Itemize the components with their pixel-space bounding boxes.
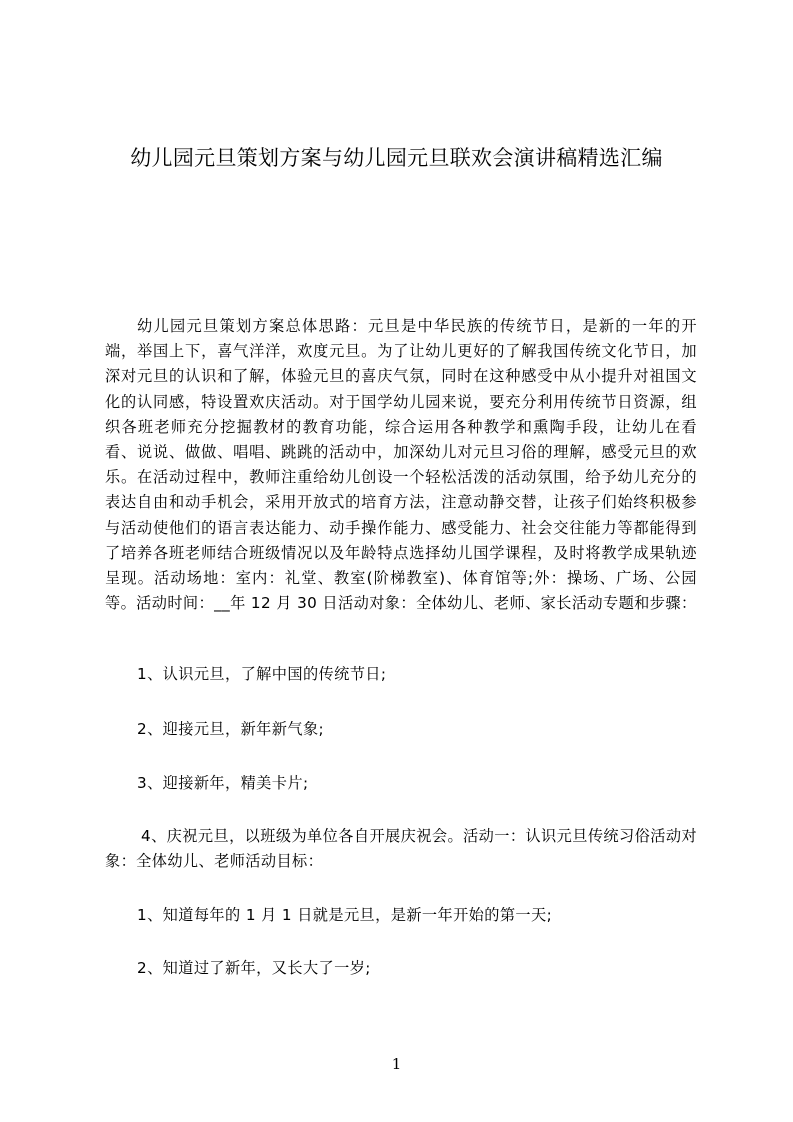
list-item: 2、知道过了新年，又长大了一岁; bbox=[137, 959, 371, 977]
list-item: 2、迎接元旦，新年新气象; bbox=[137, 720, 325, 738]
document-title: 幼儿园元旦策划方案与幼儿园元旦联欢会演讲稿精选汇编 bbox=[130, 146, 663, 170]
list-item: 3、迎接新年，精美卡片; bbox=[137, 774, 309, 792]
intro-paragraph: 幼儿园元旦策划方案总体思路：元旦是中华民族的传统节日，是新的一年的开端，举国上下，喜气洋洋，欢度元旦。为了让幼儿更好的了解我国传统文化节日，加深对元旦的认识和了解，体验元旦的喜庆气氛，同时在这种感受中从小提升对祖国文化的认同感，特设置欢庆活动。对于国学幼儿园来说，要充分利用传统节日资源，组织各班老师充分挖掘教材的教育功能，综合运用各种教学和熏陶手段，让幼儿在看看、说说、做做、唱唱、跳跳的活动中，加深幼儿对元旦习俗的理解，感受元旦的欢乐。在活动过程中，教师注重给幼儿创设一个轻松活泼的活动氛围，给予幼儿充分的表达自由和动手机会，采用开放式的培育方法，注意动静交替，让孩子们始终积极参与活动使他们的语言表达能力、动手操作能力、感受能力、社会交往能力等都能得到了培养各班老师结合班级情况以及年龄特点选择幼儿国学课程，及时将教学成果轨迹呈现。活动场地：室内：礼堂、教室(阶梯教室)、体育馆等;外：操场、广场、公园等。活动时间：__年 12 月 30 日活动对象：全体幼儿、老师、家长活动专题和步骤： bbox=[105, 317, 697, 613]
list-item: 1、认识元旦，了解中国的传统节日; bbox=[137, 665, 387, 683]
list-item: 1、知道每年的 1 月 1 日就是元旦，是新一年开始的第一天; bbox=[137, 906, 553, 924]
page-number: 1 bbox=[391, 1055, 402, 1073]
list-item: 4、庆祝元旦，以班级为单位各自开展庆祝会。活动一：认识元旦传统习俗活动对象：全体幼儿、老师活动目标： bbox=[105, 827, 697, 871]
